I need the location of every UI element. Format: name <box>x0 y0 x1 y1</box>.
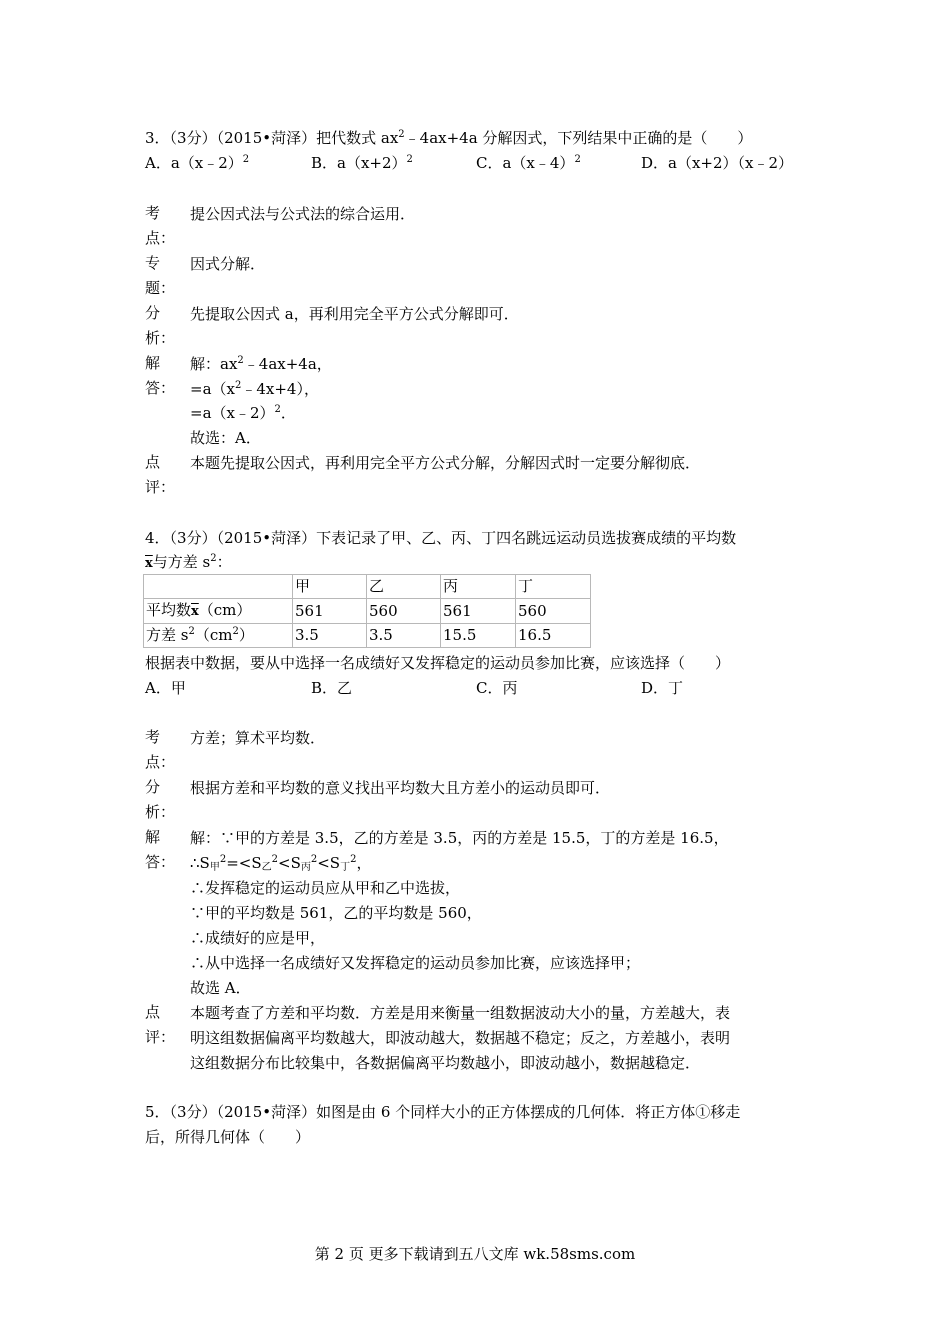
q4-stem-line1: 4．（3分）（2015•菏泽）下表记录了甲、乙、丙、丁四名跳远运动员选拔赛成绩的平均数 <box>145 529 737 547</box>
q4-option-c: C．丙 <box>476 679 518 697</box>
table-header-bing: 丙 <box>441 575 516 599</box>
table-row-average <box>144 599 591 624</box>
q4-label-dianping: 点 评： <box>145 1003 176 1046</box>
q4-question: 根据表中数据，要从中选择一名成绩好又发挥稳定的运动员参加比赛，应该选择（ ） <box>145 654 731 672</box>
q3-label-dianping: 点 评： <box>145 453 176 496</box>
q3-label-zhuanti: 专 题： <box>145 254 176 297</box>
q3-label-fenxi: 分 析： <box>145 304 176 347</box>
q4-label-kaodian: 考 点： <box>145 728 176 771</box>
q3-label-jieda: 解 答： <box>145 354 176 397</box>
table-cell: 560 <box>516 599 591 624</box>
q5-stem-line2: 后，所得几何体（ ） <box>145 1128 311 1146</box>
q4-jieda-line4: ∵甲的平均数是 561，乙的平均数是 560， <box>190 904 482 922</box>
q4-option-b: B．乙 <box>311 679 353 697</box>
q4-jieda-line1: 解：∵甲的方差是 3.5，乙的方差是 3.5，丙的方差是 15.5，丁的方差是 16.5， <box>190 829 729 847</box>
row-label-variance: 方差 $s^2(cm^2)$ <box>144 624 293 648</box>
table-cell: 561 <box>441 599 516 624</box>
q3-option-a: A．a（x﹣2）$^2$ <box>145 154 250 172</box>
table-header-ding: 丁 <box>516 575 591 599</box>
q3-jieda-line3: =a（x﹣2）$^2$． <box>190 404 296 422</box>
q5-stem-line1: 5．（3分）（2015•菏泽）如图是由 6 个同样大小的正方体摆成的几何体．将正方体①移走 <box>145 1103 741 1121</box>
table-cell: 3.5 <box>293 624 367 648</box>
q4-jieda-line7: 故选 A． <box>190 979 251 997</box>
q3-fenxi: 先提取公因式 a，再利用完全平方公式分解即可． <box>190 305 519 323</box>
q3-dianping: 本题先提取公因式，再利用完全平方公式分解，分解因式时一定要分解彻底． <box>190 454 701 472</box>
q3-option-c: C．a（x﹣4）$^2$ <box>476 154 581 172</box>
table-header-yi: 乙 <box>367 575 441 599</box>
q4-option-a: A．甲 <box>145 679 186 697</box>
q4-jieda-line5: ∴成绩好的应是甲， <box>190 929 326 947</box>
q4-dianping-line2: 明这组数据偏离平均数越大，即波动越大，数据越不稳定；反之，方差越小，表明 <box>190 1029 731 1047</box>
q4-jieda-line6: ∴从中选择一名成绩好又发挥稳定的运动员参加比赛，应该选择甲； <box>190 954 641 972</box>
table-cell: 15.5 <box>441 624 516 648</box>
table-cell <box>144 575 293 599</box>
q4-label-fenxi: 分 析： <box>145 778 176 821</box>
q4-dianping-line1: 本题考查了方差和平均数．方差是用来衡量一组数据波动大小的量，方差越大，表 <box>190 1004 731 1022</box>
q3-option-b: B．$a(x+2)^2$ <box>311 154 413 172</box>
table-cell: 3.5 <box>367 624 441 648</box>
q4-kaodian: 方差；算术平均数． <box>190 729 326 747</box>
table-header-row <box>144 575 591 599</box>
q4-data-table <box>143 574 591 648</box>
table-header-jia: 甲 <box>293 575 367 599</box>
page-footer: 第 2 页 更多下载请到五八文库 wk.58sms.com <box>314 1245 636 1263</box>
q4-jieda-line3: ∴发挥稳定的运动员应从甲和乙中选拔， <box>190 879 461 897</box>
table-row-variance <box>144 624 591 648</box>
q3-zhuanti: 因式分解． <box>190 255 266 273</box>
q4-label-jieda: 解 答： <box>145 828 176 871</box>
q4-option-d: D．丁 <box>641 679 684 697</box>
table-cell: 560 <box>367 599 441 624</box>
q3-stem: 3．（3分）（2015•菏泽）把代数式 $ax^2﹣4ax+4a$ 分解因式，下列结果中正确的是（ ） <box>145 129 753 147</box>
table-cell: 561 <box>293 599 367 624</box>
q4-jieda-line2: $\therefore S_甲^2=<S_乙^2<S_丙^2<S_丁^2$， <box>190 854 372 873</box>
q3-jieda-line4: 故选：A． <box>190 429 261 447</box>
q4-fenxi: 根据方差和平均数的意义找出平均数大且方差小的运动员即可． <box>190 779 611 797</box>
q4-dianping-line3: 这组数据分布比较集中，各数据偏离平均数越小，即波动越小，数据越稳定． <box>190 1054 701 1072</box>
q4-stem-line2: $\overline{x}$与方差 $s^2$： <box>145 553 232 571</box>
q3-jieda-line2: $=a(x^2﹣4x+4)$， <box>190 380 319 398</box>
q3-option-d: D．a（x+2）（x﹣2） <box>641 154 794 172</box>
q3-label-kaodian: 考 点： <box>145 204 176 247</box>
q3-kaodian: 提公因式法与公式法的综合运用． <box>190 205 416 223</box>
row-label-average: 平均数$\overline{x}(cm)$ <box>144 599 293 624</box>
table-cell: 16.5 <box>516 624 591 648</box>
q3-jieda-line1: 解：$ax^2﹣4ax+4a$， <box>190 355 332 373</box>
